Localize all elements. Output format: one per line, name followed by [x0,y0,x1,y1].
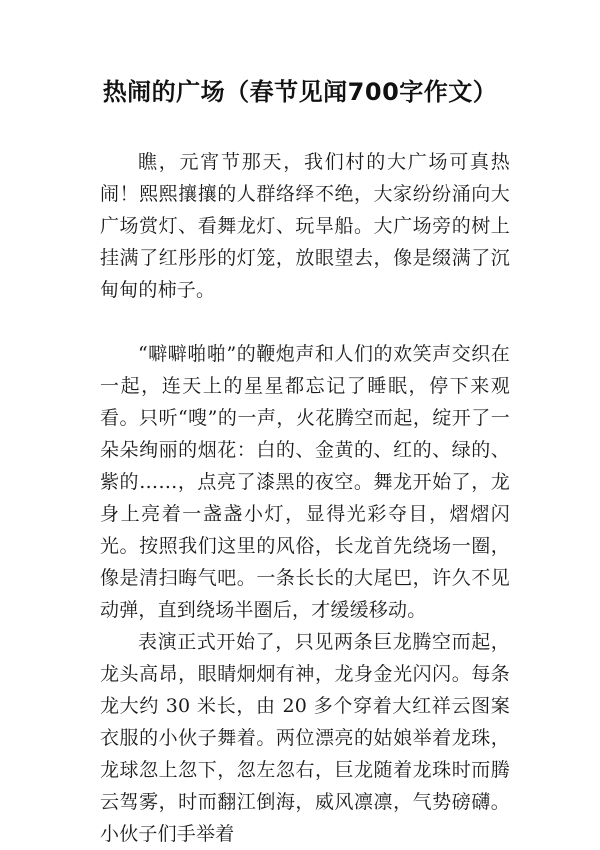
paragraph-1: 瞧，元宵节那天，我们村的大广场可真热闹！熙熙攘攘的人群络绎不绝，大家纷纷涌向大广场赏灯、看舞龙灯、玩旱船。大广场旁的树上挂满了红彤彤的灯笼，放眼望去，像是缀满了沉甸甸的柿子。 [100,151,510,301]
paragraph-3: 表演正式开始了，只见两条巨龙腾空而起，龙头高昂，眼睛炯炯有神，龙身金光闪闪。每条龙大约 30 米长，由 20 多个穿着大红祥云图案衣服的小伙子舞着。两位漂亮的姑娘举着龙珠，龙球忽上忽下，忽左忽右，巨龙随着龙珠时而腾云驾雾，时而翻江倒海，威风凛凛，气势磅礴。小伙子们手举着 [100,631,510,845]
paragraph-2: “噼噼啪啪”的鞭炮声和人们的欢笑声交织在一起，连天上的星星都忘记了睡眠，停下来观看。只听“嗖”的一声，火花腾空而起，绽开了一朵朵绚丽的烟花：白的、金黄的、红的、绿的、紫的……，点亮了漆黑的夜空。舞龙开始了，龙身上亮着一盏盏小灯，显得光彩夺目，熠熠闪光。按照我们这里的风俗，长龙首先绕场一圈，像是清扫晦气吧。一条长长的大尾巴，许久不见动弹，直到绕场半圈后，才缓缓移动。 [100,343,510,621]
essay-body [100,146,510,850]
paragraph-spacer [100,306,510,338]
essay-title: 热闹的广场（春节见闻700字作文） [102,78,498,106]
